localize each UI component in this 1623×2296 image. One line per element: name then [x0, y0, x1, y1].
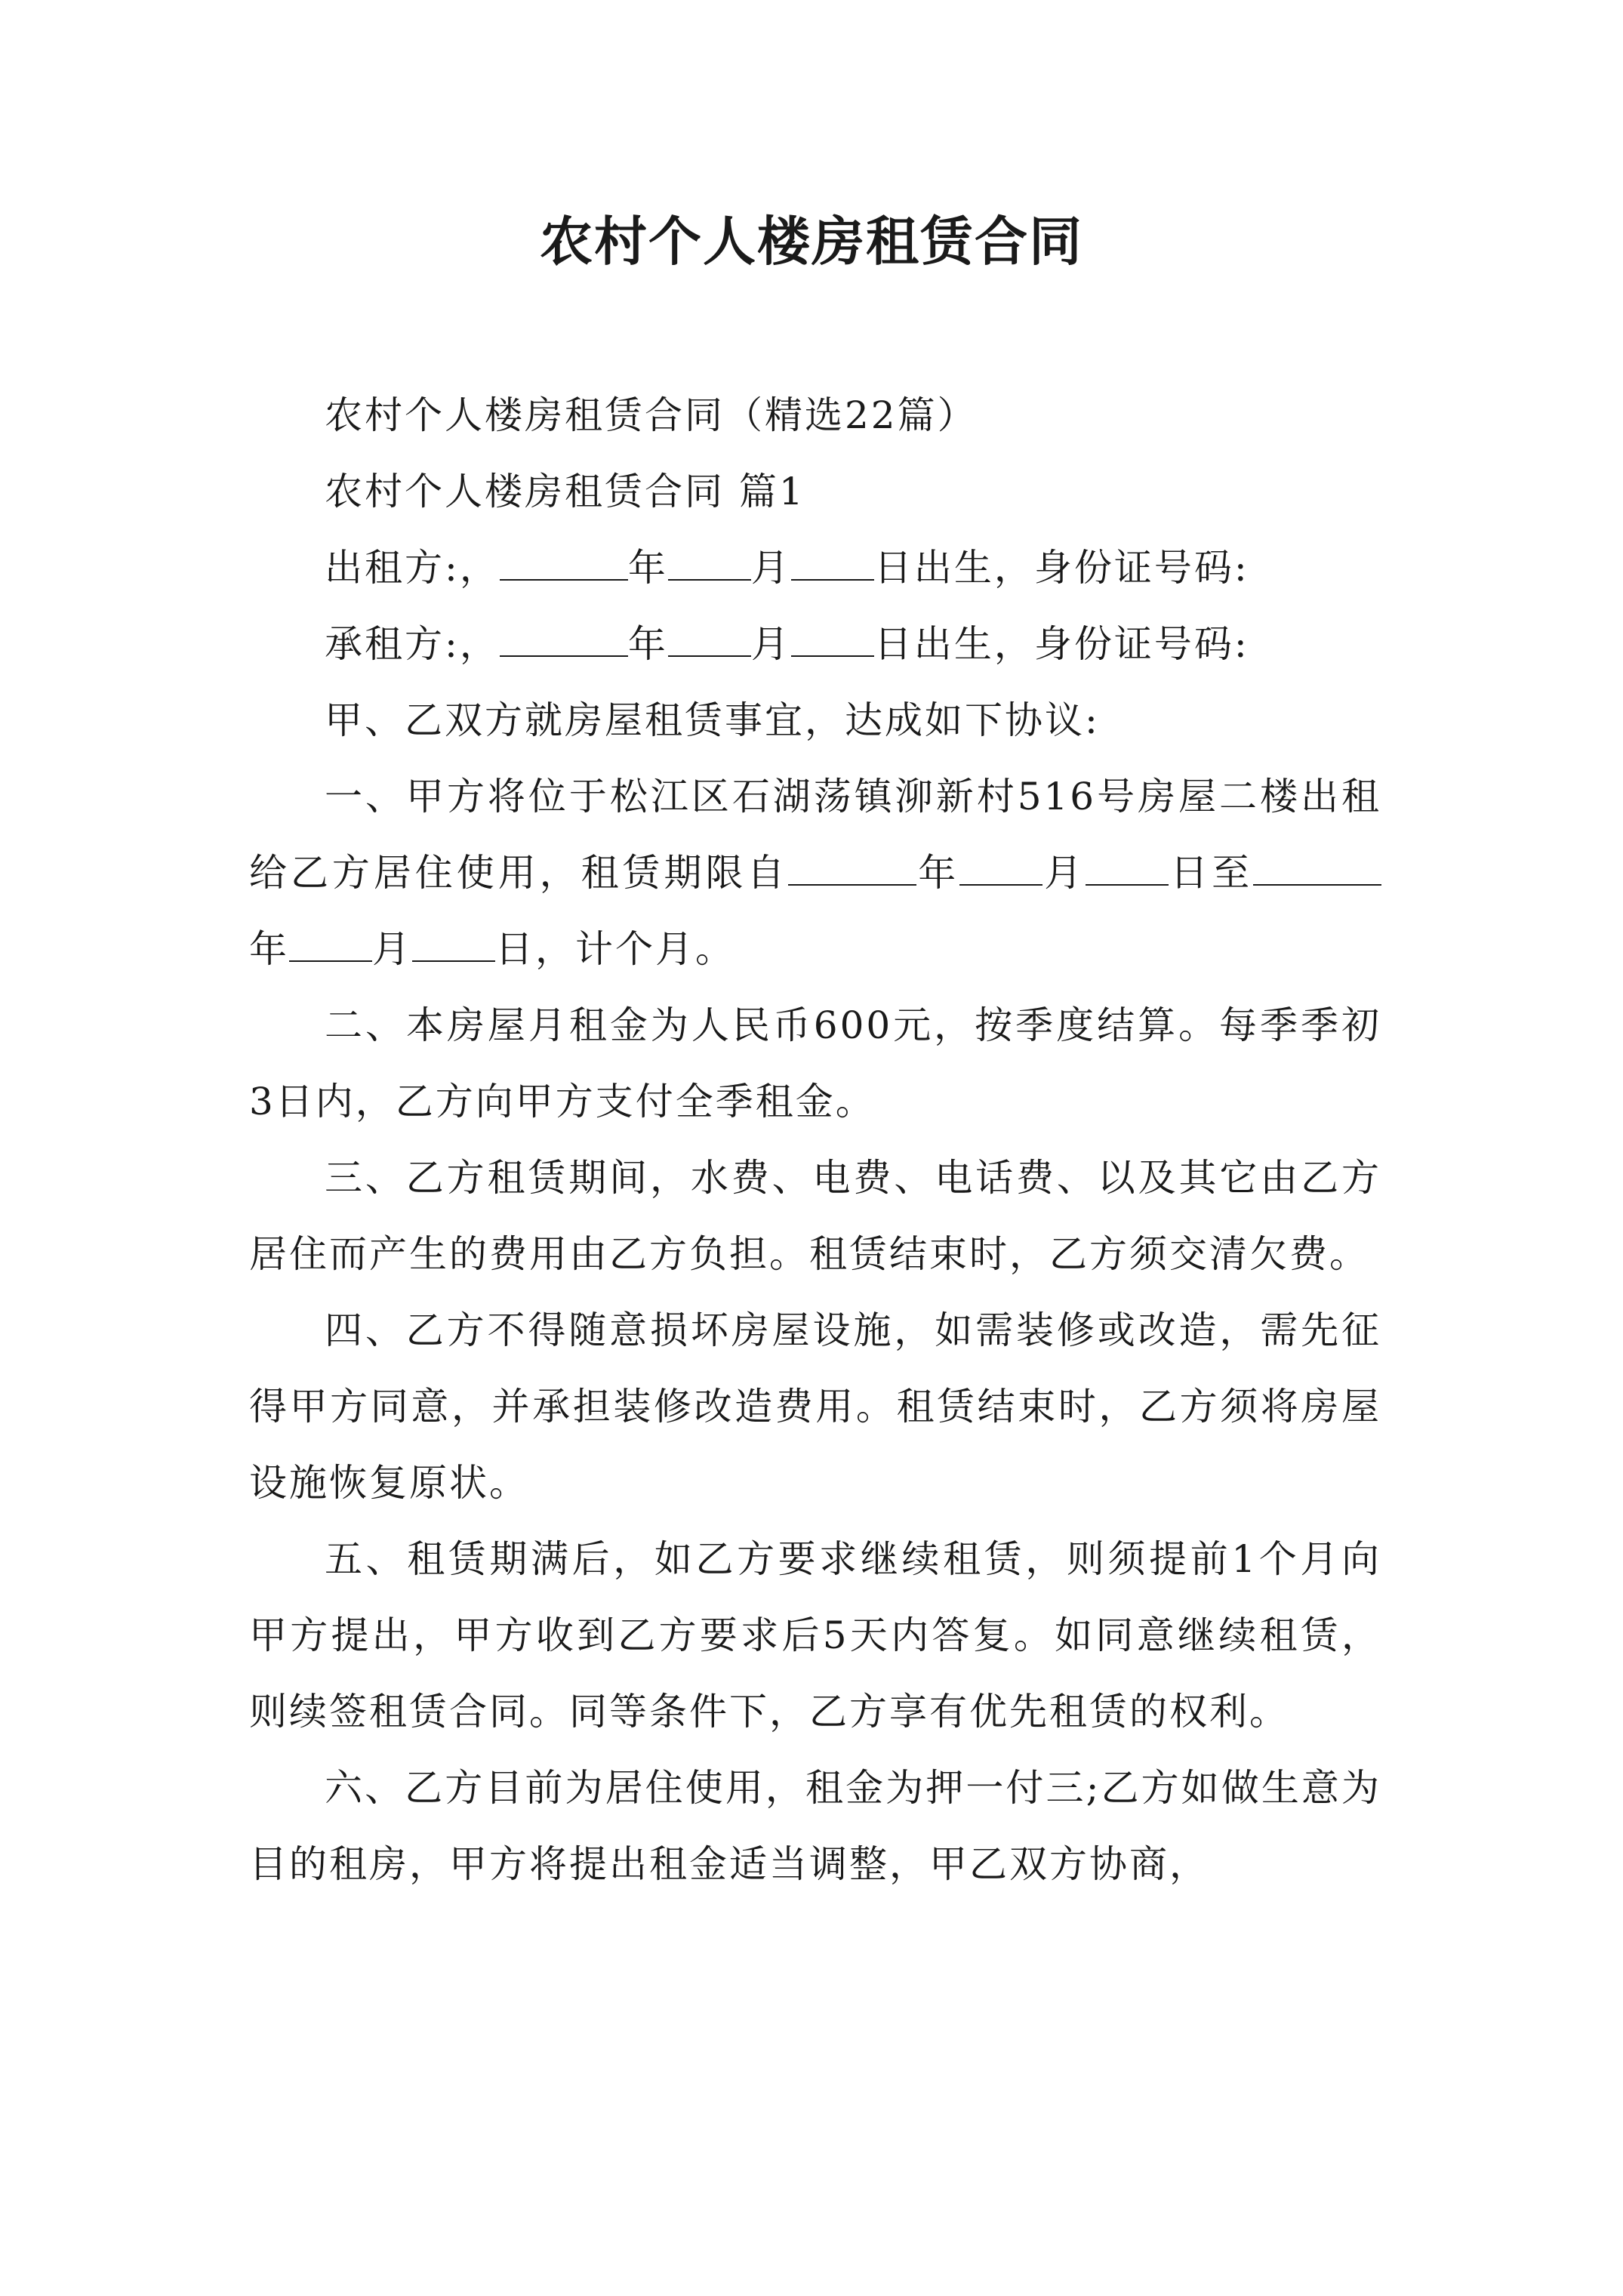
month-label: 月	[750, 546, 791, 590]
lessor-line	[249, 530, 1381, 606]
blank-field	[791, 620, 874, 658]
blank-field	[788, 849, 916, 886]
blank-field	[500, 544, 628, 581]
document-subtitle: 农村个人楼房租赁合同（精选22篇）	[325, 393, 978, 437]
document-title: 农村个人楼房租赁合同	[540, 210, 1083, 273]
month-label: 月	[750, 622, 791, 666]
blank-field	[500, 620, 628, 658]
blank-field	[412, 925, 495, 963]
blank-field	[1253, 849, 1381, 886]
blank-field	[668, 620, 751, 658]
section-heading: 农村个人楼房租赁合同 篇1	[325, 470, 805, 513]
clause-1-text: 一、甲方将位于松江区石湖荡镇泖新村516号房屋二楼出租给乙方居住使用，租赁期限自	[249, 775, 1381, 895]
lessee-label: 承租方:，	[325, 622, 500, 666]
day-to-label: 日至	[1169, 851, 1254, 895]
clause-4: 四、乙方不得随意损坏房屋设施，如需装修或改造，需先征得甲方同意，并承担装修改造费用。租赁结束时，乙方须将房屋设施恢复原状。	[249, 1308, 1381, 1505]
month-label: 月	[372, 927, 412, 971]
clause-1	[249, 759, 1381, 988]
month-label: 月	[1042, 851, 1086, 895]
year-label: 年	[627, 622, 668, 666]
lessor-label: 出租方:，	[325, 546, 500, 590]
clause-2: 二、本房屋月租金为人民币600元，按季度结算。每季季初3日内，乙方向甲方支付全季租金。	[249, 1003, 1381, 1123]
clause-6: 六、乙方目前为居住使用，租金为押一付三;乙方如做生意为目的租房，甲方将提出租金适当调整，甲乙双方协商，	[249, 1766, 1381, 1886]
document-body	[249, 378, 1381, 1903]
clause-3: 三、乙方租赁期间，水费、电费、电话费、以及其它由乙方居住而产生的费用由乙方负担。租赁结束时，乙方须交清欠费。	[249, 1156, 1381, 1276]
agreement-intro: 甲、乙双方就房屋租赁事宜，达成如下协议:	[325, 698, 1100, 742]
clause-1-end: 日，计个月。	[495, 927, 735, 971]
year-label: 年	[249, 927, 289, 971]
year-label: 年	[627, 546, 668, 590]
year-label: 年	[916, 851, 960, 895]
blank-field	[289, 925, 372, 963]
birth-id-label: 日出生，身份证号码:	[873, 546, 1249, 590]
blank-field	[791, 544, 874, 581]
birth-id-label: 日出生，身份证号码:	[873, 622, 1249, 666]
blank-field	[668, 544, 751, 581]
blank-field	[1086, 849, 1169, 886]
lessee-line	[249, 606, 1381, 683]
blank-field	[959, 849, 1042, 886]
clause-5: 五、租赁期满后，如乙方要求继续租赁，则须提前1个月向甲方提出，甲方收到乙方要求后5天内答复。如同意继续租赁，则续签租赁合同。同等条件下，乙方享有优先租赁的权利。	[249, 1537, 1381, 1734]
